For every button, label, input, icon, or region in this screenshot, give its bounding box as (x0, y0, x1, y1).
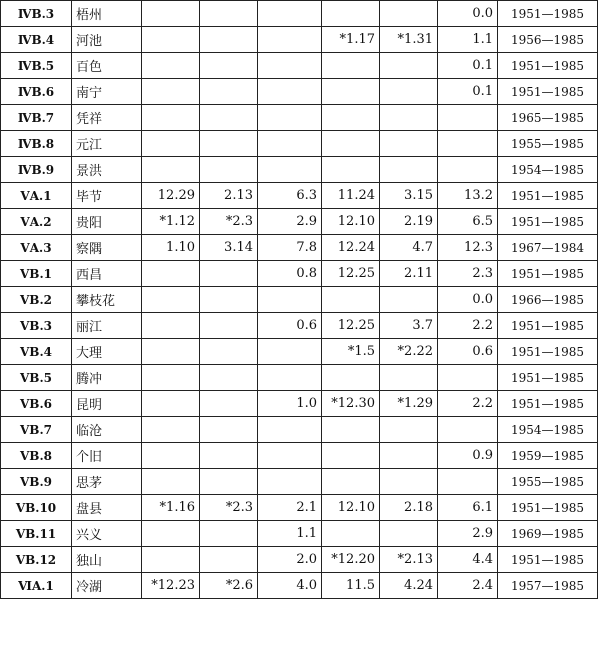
value-cell-2: *2.3 (200, 495, 258, 521)
value-cell-6: 2.4 (438, 573, 498, 599)
record-period-cell: 1951—1985 (498, 391, 598, 417)
value-cell-6: 0.6 (438, 339, 498, 365)
value-cell-2 (200, 391, 258, 417)
station-code-cell: ⅤB.10 (1, 495, 72, 521)
record-period-cell: 1951—1985 (498, 365, 598, 391)
value-cell-1 (142, 1, 200, 27)
record-period-cell: 1951—1985 (498, 261, 598, 287)
value-cell-5: 2.11 (380, 261, 438, 287)
table-row (1, 157, 598, 183)
value-cell-6: 13.2 (438, 183, 498, 209)
station-name-cell: 景洪 (72, 157, 142, 183)
value-cell-4 (322, 365, 380, 391)
station-code-cell: ⅤB.5 (1, 365, 72, 391)
station-code-cell: ⅤB.2 (1, 287, 72, 313)
value-cell-2 (200, 157, 258, 183)
value-cell-5 (380, 105, 438, 131)
station-code-cell: ⅥA.1 (1, 573, 72, 599)
table-row (1, 547, 598, 573)
record-period-cell: 1966—1985 (498, 287, 598, 313)
table-body (1, 1, 598, 599)
value-cell-5 (380, 157, 438, 183)
value-cell-1: *12.23 (142, 573, 200, 599)
value-cell-6: 6.5 (438, 209, 498, 235)
station-name-cell: 元江 (72, 131, 142, 157)
value-cell-3 (258, 79, 322, 105)
value-cell-4 (322, 53, 380, 79)
value-cell-2: 2.13 (200, 183, 258, 209)
value-cell-5: *2.22 (380, 339, 438, 365)
value-cell-3: 0.6 (258, 313, 322, 339)
value-cell-4: 12.25 (322, 261, 380, 287)
value-cell-3: 1.1 (258, 521, 322, 547)
value-cell-1 (142, 131, 200, 157)
table-row (1, 183, 598, 209)
value-cell-3 (258, 443, 322, 469)
record-period-cell: 1951—1985 (498, 495, 598, 521)
value-cell-2 (200, 365, 258, 391)
value-cell-3: 4.0 (258, 573, 322, 599)
value-cell-5: 2.18 (380, 495, 438, 521)
table-row (1, 53, 598, 79)
value-cell-1: *1.16 (142, 495, 200, 521)
table-row (1, 131, 598, 157)
value-cell-4 (322, 157, 380, 183)
value-cell-4: 11.24 (322, 183, 380, 209)
value-cell-3 (258, 157, 322, 183)
station-name-cell: 丽江 (72, 313, 142, 339)
value-cell-3 (258, 53, 322, 79)
station-code-cell: ⅤB.9 (1, 469, 72, 495)
value-cell-5 (380, 365, 438, 391)
value-cell-4 (322, 469, 380, 495)
record-period-cell: 1956—1985 (498, 27, 598, 53)
station-name-cell: 冷湖 (72, 573, 142, 599)
table-row (1, 27, 598, 53)
value-cell-3 (258, 105, 322, 131)
table-row (1, 339, 598, 365)
value-cell-4: 12.24 (322, 235, 380, 261)
value-cell-1 (142, 105, 200, 131)
value-cell-3: 0.8 (258, 261, 322, 287)
record-period-cell: 1955—1985 (498, 131, 598, 157)
value-cell-4 (322, 79, 380, 105)
record-period-cell: 1969—1985 (498, 521, 598, 547)
value-cell-4: 12.10 (322, 495, 380, 521)
station-name-cell: 毕节 (72, 183, 142, 209)
value-cell-1 (142, 443, 200, 469)
value-cell-6: 0.0 (438, 287, 498, 313)
value-cell-2 (200, 443, 258, 469)
station-code-cell: ⅣB.6 (1, 79, 72, 105)
station-code-cell: ⅤB.3 (1, 313, 72, 339)
value-cell-1 (142, 261, 200, 287)
value-cell-4: *12.30 (322, 391, 380, 417)
value-cell-3 (258, 27, 322, 53)
value-cell-1 (142, 547, 200, 573)
value-cell-5 (380, 469, 438, 495)
station-name-cell: 凭祥 (72, 105, 142, 131)
table-row (1, 235, 598, 261)
value-cell-6: 0.1 (438, 53, 498, 79)
station-code-cell: ⅣB.7 (1, 105, 72, 131)
station-name-cell: 腾冲 (72, 365, 142, 391)
value-cell-2 (200, 313, 258, 339)
station-name-cell: 临沧 (72, 417, 142, 443)
value-cell-4 (322, 287, 380, 313)
value-cell-6 (438, 157, 498, 183)
station-name-cell: 个旧 (72, 443, 142, 469)
value-cell-1 (142, 417, 200, 443)
value-cell-5 (380, 131, 438, 157)
value-cell-1 (142, 27, 200, 53)
table-row (1, 79, 598, 105)
value-cell-5: 2.19 (380, 209, 438, 235)
value-cell-6: 2.2 (438, 313, 498, 339)
table-row (1, 1, 598, 27)
value-cell-5: 4.7 (380, 235, 438, 261)
value-cell-4: *1.5 (322, 339, 380, 365)
record-period-cell: 1951—1985 (498, 313, 598, 339)
station-name-cell: 攀枝花 (72, 287, 142, 313)
record-period-cell: 1955—1985 (498, 469, 598, 495)
table-row (1, 391, 598, 417)
table-row (1, 365, 598, 391)
value-cell-6 (438, 105, 498, 131)
station-code-cell: ⅣB.5 (1, 53, 72, 79)
value-cell-2 (200, 53, 258, 79)
record-period-cell: 1951—1985 (498, 183, 598, 209)
station-name-cell: 独山 (72, 547, 142, 573)
value-cell-4 (322, 1, 380, 27)
value-cell-4: 12.25 (322, 313, 380, 339)
value-cell-4 (322, 417, 380, 443)
value-cell-4: *1.17 (322, 27, 380, 53)
station-code-cell: ⅤA.2 (1, 209, 72, 235)
value-cell-3: 2.9 (258, 209, 322, 235)
station-code-cell: ⅤA.3 (1, 235, 72, 261)
value-cell-6: 0.9 (438, 443, 498, 469)
station-code-cell: ⅣB.8 (1, 131, 72, 157)
value-cell-2 (200, 1, 258, 27)
value-cell-3 (258, 417, 322, 443)
value-cell-1 (142, 469, 200, 495)
value-cell-6 (438, 131, 498, 157)
value-cell-2: 3.14 (200, 235, 258, 261)
record-period-cell: 1951—1985 (498, 1, 598, 27)
value-cell-6: 4.4 (438, 547, 498, 573)
value-cell-4: *12.20 (322, 547, 380, 573)
station-code-cell: ⅤB.7 (1, 417, 72, 443)
value-cell-1 (142, 79, 200, 105)
value-cell-6: 2.9 (438, 521, 498, 547)
station-code-cell: ⅣB.3 (1, 1, 72, 27)
value-cell-3: 6.3 (258, 183, 322, 209)
value-cell-6 (438, 417, 498, 443)
value-cell-1 (142, 53, 200, 79)
station-code-cell: ⅤB.1 (1, 261, 72, 287)
value-cell-1 (142, 521, 200, 547)
station-name-cell: 西昌 (72, 261, 142, 287)
value-cell-5 (380, 53, 438, 79)
station-name-cell: 百色 (72, 53, 142, 79)
record-period-cell: 1965—1985 (498, 105, 598, 131)
value-cell-3: 1.0 (258, 391, 322, 417)
record-period-cell: 1951—1985 (498, 53, 598, 79)
value-cell-3: 2.0 (258, 547, 322, 573)
value-cell-4 (322, 443, 380, 469)
value-cell-4: 11.5 (322, 573, 380, 599)
value-cell-5: *1.31 (380, 27, 438, 53)
value-cell-5: 4.24 (380, 573, 438, 599)
station-name-cell: 昆明 (72, 391, 142, 417)
value-cell-5: *1.29 (380, 391, 438, 417)
table-row (1, 417, 598, 443)
value-cell-5: 3.15 (380, 183, 438, 209)
value-cell-3 (258, 365, 322, 391)
value-cell-2 (200, 287, 258, 313)
station-code-cell: ⅤB.12 (1, 547, 72, 573)
table-row (1, 105, 598, 131)
record-period-cell: 1951—1985 (498, 209, 598, 235)
station-name-cell: 河池 (72, 27, 142, 53)
record-period-cell: 1967—1984 (498, 235, 598, 261)
value-cell-2 (200, 79, 258, 105)
value-cell-5: *2.13 (380, 547, 438, 573)
value-cell-5 (380, 521, 438, 547)
table-row (1, 469, 598, 495)
table-row (1, 573, 598, 599)
value-cell-3 (258, 469, 322, 495)
value-cell-2 (200, 261, 258, 287)
value-cell-1 (142, 157, 200, 183)
station-name-cell: 思茅 (72, 469, 142, 495)
value-cell-3: 7.8 (258, 235, 322, 261)
value-cell-4 (322, 105, 380, 131)
table-row (1, 521, 598, 547)
value-cell-4 (322, 131, 380, 157)
value-cell-3: 2.1 (258, 495, 322, 521)
table-row (1, 261, 598, 287)
value-cell-1: 12.29 (142, 183, 200, 209)
station-name-cell: 察隅 (72, 235, 142, 261)
station-name-cell: 梧州 (72, 1, 142, 27)
record-period-cell: 1951—1985 (498, 79, 598, 105)
station-code-cell: ⅣB.4 (1, 27, 72, 53)
station-name-cell: 南宁 (72, 79, 142, 105)
value-cell-2 (200, 105, 258, 131)
value-cell-5 (380, 79, 438, 105)
station-code-cell: ⅤB.6 (1, 391, 72, 417)
value-cell-6: 2.3 (438, 261, 498, 287)
record-period-cell: 1954—1985 (498, 157, 598, 183)
table-row (1, 313, 598, 339)
value-cell-2: *2.6 (200, 573, 258, 599)
value-cell-1 (142, 287, 200, 313)
value-cell-2 (200, 521, 258, 547)
station-name-cell: 大理 (72, 339, 142, 365)
value-cell-5 (380, 443, 438, 469)
table-row (1, 495, 598, 521)
value-cell-5 (380, 287, 438, 313)
value-cell-6: 2.2 (438, 391, 498, 417)
value-cell-4: 12.10 (322, 209, 380, 235)
value-cell-2 (200, 339, 258, 365)
value-cell-2 (200, 27, 258, 53)
table-row (1, 443, 598, 469)
value-cell-3 (258, 339, 322, 365)
value-cell-1: 1.10 (142, 235, 200, 261)
value-cell-2 (200, 469, 258, 495)
value-cell-2 (200, 131, 258, 157)
value-cell-2 (200, 417, 258, 443)
value-cell-3 (258, 287, 322, 313)
record-period-cell: 1959—1985 (498, 443, 598, 469)
value-cell-1 (142, 313, 200, 339)
station-code-cell: ⅤB.11 (1, 521, 72, 547)
value-cell-6: 1.1 (438, 27, 498, 53)
value-cell-5 (380, 1, 438, 27)
value-cell-3 (258, 131, 322, 157)
record-period-cell: 1951—1985 (498, 339, 598, 365)
table-row (1, 209, 598, 235)
record-period-cell: 1954—1985 (498, 417, 598, 443)
station-code-cell: ⅤB.4 (1, 339, 72, 365)
record-period-cell: 1951—1985 (498, 547, 598, 573)
value-cell-6: 0.0 (438, 1, 498, 27)
value-cell-1 (142, 391, 200, 417)
station-code-cell: ⅤB.8 (1, 443, 72, 469)
station-name-cell: 贵阳 (72, 209, 142, 235)
value-cell-6: 0.1 (438, 79, 498, 105)
value-cell-6 (438, 365, 498, 391)
station-name-cell: 兴义 (72, 521, 142, 547)
value-cell-6: 6.1 (438, 495, 498, 521)
value-cell-6: 12.3 (438, 235, 498, 261)
record-period-cell: 1957—1985 (498, 573, 598, 599)
value-cell-6 (438, 469, 498, 495)
value-cell-1 (142, 339, 200, 365)
value-cell-3 (258, 1, 322, 27)
value-cell-5 (380, 417, 438, 443)
station-name-cell: 盘县 (72, 495, 142, 521)
value-cell-1 (142, 365, 200, 391)
station-code-cell: ⅤA.1 (1, 183, 72, 209)
value-cell-2: *2.3 (200, 209, 258, 235)
table-row (1, 287, 598, 313)
station-code-cell: ⅣB.9 (1, 157, 72, 183)
value-cell-5: 3.7 (380, 313, 438, 339)
value-cell-1: *1.12 (142, 209, 200, 235)
value-cell-4 (322, 521, 380, 547)
value-cell-2 (200, 547, 258, 573)
